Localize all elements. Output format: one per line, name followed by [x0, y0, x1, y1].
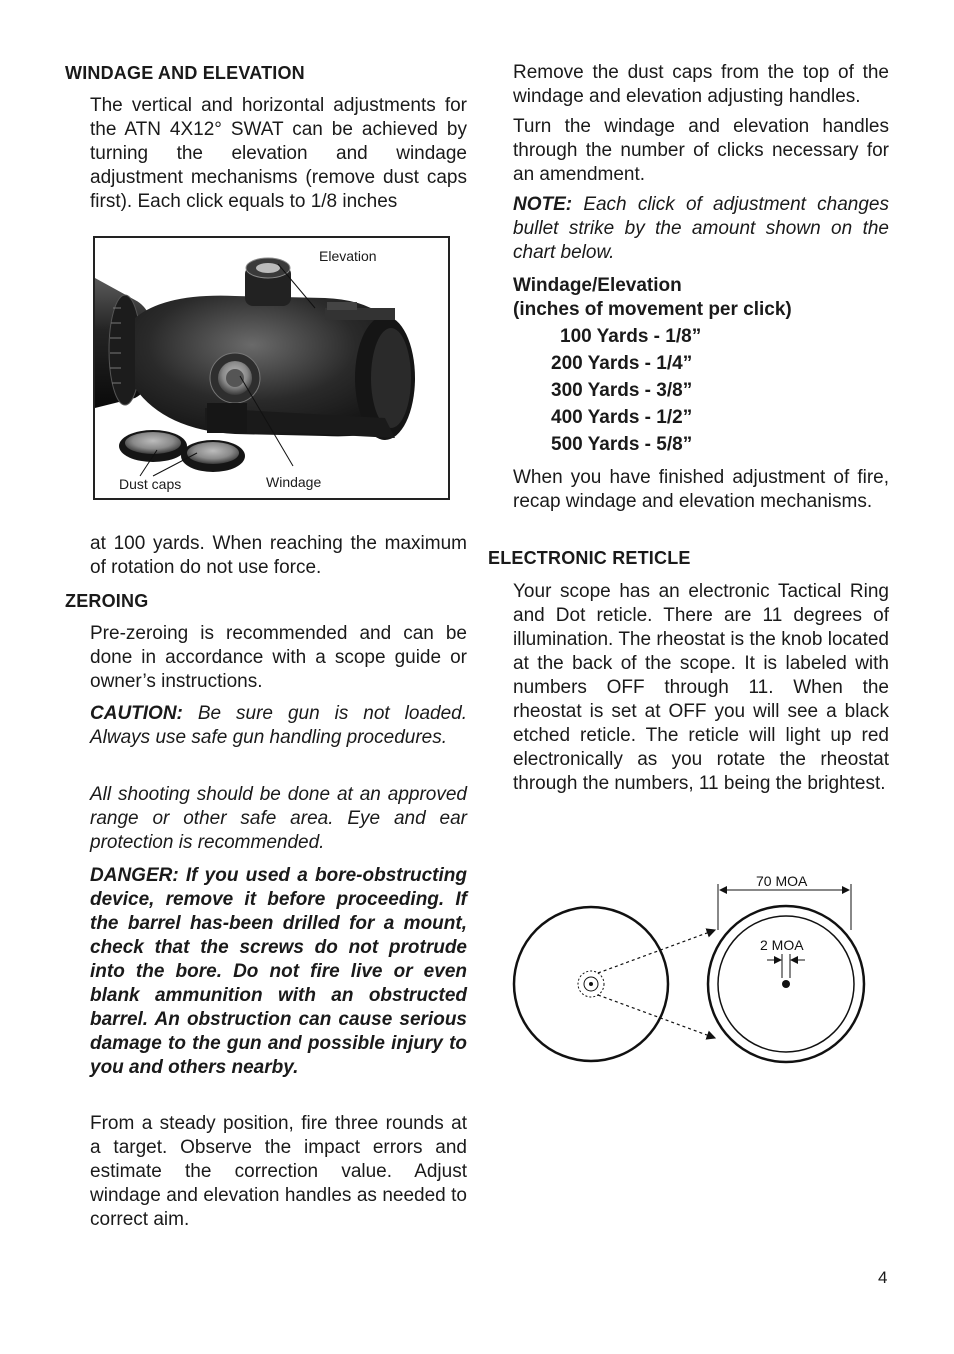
scope-illustration	[95, 238, 448, 498]
caution-paragraph	[90, 702, 467, 750]
reticle-dot	[782, 980, 790, 988]
chart-title-2: (inches of movement per click)	[513, 299, 792, 320]
page-number: 4	[878, 1268, 888, 1287]
recap-paragraph: When you have finished adjustment of fire, recap windage and elevation mechanisms.	[513, 467, 889, 512]
yards-300: 300 Yards - 3/8”	[551, 380, 693, 401]
note-paragraph	[513, 193, 889, 265]
note-lead: NOTE:	[513, 194, 573, 215]
zeroing-heading: ZEROING	[65, 591, 149, 611]
windage-paragraph: The vertical and horizontal adjustments for the ATN 4X12° SWAT can be achieved by turning the elevation and windage adjustment mechanisms (remove dust caps first). Each click equals to 1/8 inches	[90, 95, 467, 212]
zeroing-paragraph: Pre-zeroing is recommended and can be done in accordance with a scope guide or owner’s instructions.	[90, 623, 467, 692]
dust-caps-paragraph: Remove the dust caps from the top of the windage and elevation adjusting handles.	[513, 62, 889, 107]
steady-paragraph: From a steady position, fire three rounds at a target. Observe the impact errors and estimate the correction value. Adjust windage and elevation handles as needed to correct aim.	[90, 1113, 467, 1230]
danger-paragraph: DANGER: If you used a bore-obstructing device, remove it before proceeding. If the barrel has-been drilled for a mount, check that the screws do not protrude into the bore. Do not fire live or even blank ammunition with an obstructed barrel. An obstruction can cause serious damage to the gun and possible injury to you and others nearby.	[90, 865, 467, 1078]
reticle-paragraph: Your scope has an electronic Tactical Ring and Dot reticle. There are 11 degrees of illumination. The rheostat is the knob located at the back of the scope. It is labeled with numbers OFF through 11. When the rheostat is set at OFF you will see a black etched reticle. The reticle will light up red electronically as you rotate the rheostat through the numbers, 11 being the brightest.	[513, 581, 889, 794]
yards-500: 500 Yards - 5/8”	[551, 434, 693, 455]
scope-photo	[93, 236, 450, 500]
windage-continued-paragraph: at 100 yards. When reaching the maximum of rotation do not use force.	[90, 533, 467, 578]
windage-heading: WINDAGE AND ELEVATION	[65, 63, 305, 83]
note-text: Each click of adjustment changes bullet strike by the amount shown on the chart below.	[513, 194, 889, 263]
label-70-moa: 70 MOA	[756, 873, 808, 889]
label-elevation: Elevation	[319, 248, 377, 264]
shooting-paragraph: All shooting should be done at an approved range or other safe area. Eye and ear protection is recommended.	[90, 784, 467, 853]
caution-text: Be sure gun is not loaded. Always use safe gun handling procedures.	[90, 703, 467, 748]
yards-400: 400 Yards - 1/2”	[551, 407, 693, 428]
reticle-heading: ELECTRONIC RETICLE	[488, 548, 691, 568]
reticle-diagram	[505, 870, 875, 1070]
label-2-moa: 2 MOA	[760, 937, 804, 953]
chart-title-1: Windage/Elevation	[513, 275, 682, 296]
yards-100: 100 Yards - 1/8”	[560, 326, 702, 347]
label-dust-caps: Dust caps	[119, 476, 182, 492]
yards-200: 200 Yards - 1/4”	[551, 353, 693, 374]
caution-lead: CAUTION:	[90, 703, 183, 724]
label-windage: Windage	[266, 474, 322, 490]
turn-handles-paragraph: Turn the windage and elevation handles through the number of clicks necessary for an amendment.	[513, 116, 889, 185]
